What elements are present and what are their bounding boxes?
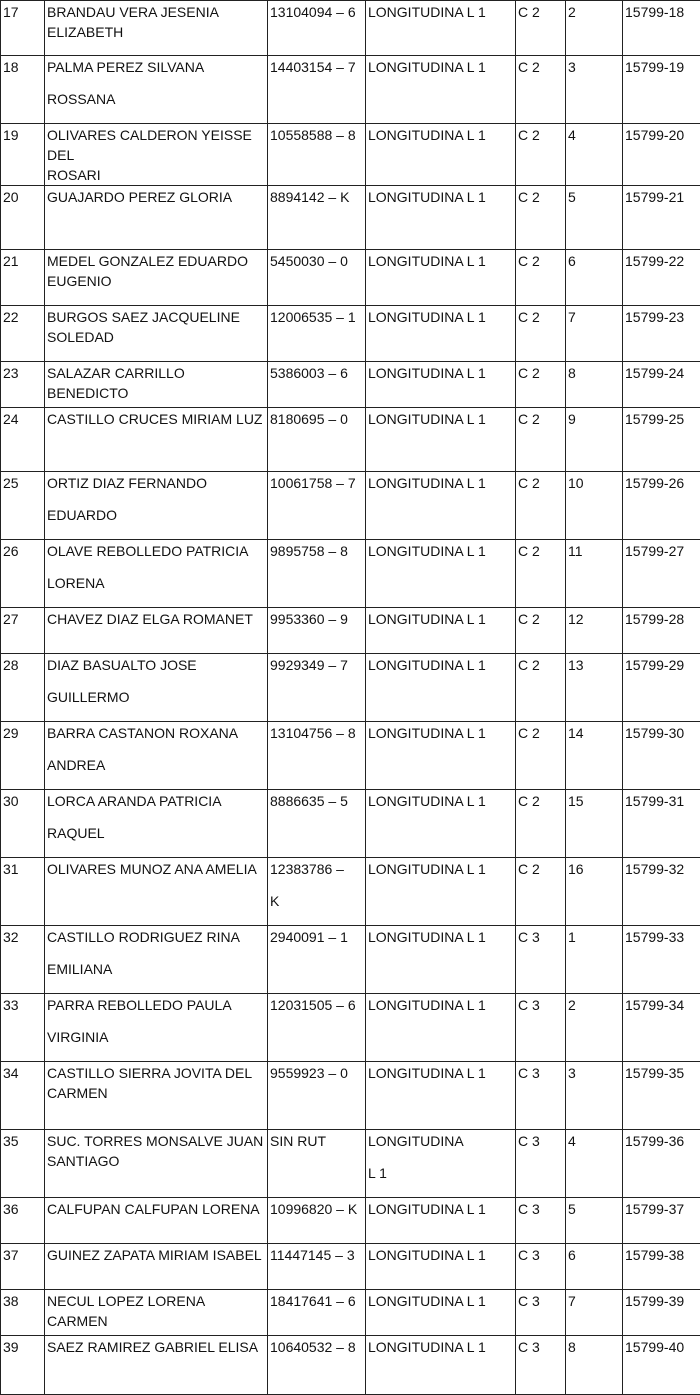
owner-name (45, 362, 268, 408)
property-type-line: LONGITUDINA L 1 (368, 995, 513, 1015)
owner-rut-line: 10558588 – 8 (270, 125, 363, 145)
owner-rut (268, 926, 366, 994)
property-type (366, 250, 516, 306)
order-number: 15 (566, 790, 623, 858)
table-row (1, 250, 700, 306)
record-code: 15799-33 (623, 926, 700, 994)
owner-name-line: VIRGINIA (47, 1027, 265, 1047)
owner-rut-line: 18417641 – 6 (270, 1291, 363, 1311)
row-number: 23 (1, 362, 45, 408)
table-row (1, 1130, 700, 1198)
property-type (366, 472, 516, 540)
record-code: 15799-32 (623, 858, 700, 926)
property-type (366, 608, 516, 654)
record-code: 15799-37 (623, 1198, 700, 1244)
owner-name (45, 654, 268, 722)
order-number: 11 (566, 540, 623, 608)
order-number: 3 (566, 1062, 623, 1130)
owner-rut-line: 10996820 – K (270, 1199, 363, 1219)
section: C 3 (516, 1198, 566, 1244)
row-number: 36 (1, 1198, 45, 1244)
owner-rut-line: 13104094 – 6 (270, 2, 363, 22)
owner-rut-line: 11447145 – 3 (270, 1245, 363, 1265)
owner-rut (268, 472, 366, 540)
owner-rut (268, 1336, 366, 1395)
owner-rut-line: 12383786 – (270, 859, 363, 879)
property-type (366, 994, 516, 1062)
owner-name-line: ROSARI (47, 165, 265, 185)
section: C 3 (516, 1336, 566, 1395)
section: C 2 (516, 186, 566, 250)
owner-name-line: BARRA CASTANON ROXANA (47, 723, 265, 743)
owner-name (45, 472, 268, 540)
owner-rut-line: 14403154 – 7 (270, 57, 363, 77)
owner-name-line: BRANDAU VERA JESENIA (47, 2, 265, 22)
row-number: 37 (1, 1244, 45, 1290)
owner-name (45, 408, 268, 472)
owner-name-line: GUAJARDO PEREZ GLORIA (47, 187, 265, 207)
order-number: 1 (566, 926, 623, 994)
section: C 3 (516, 1244, 566, 1290)
owner-rut (268, 306, 366, 362)
property-type (366, 186, 516, 250)
owner-name-line: RAQUEL (47, 823, 265, 843)
order-number: 6 (566, 250, 623, 306)
record-code: 15799-28 (623, 608, 700, 654)
section: C 3 (516, 1130, 566, 1198)
owner-rut (268, 408, 366, 472)
section: C 2 (516, 858, 566, 926)
order-number: 16 (566, 858, 623, 926)
property-type (366, 722, 516, 790)
owner-name-line: OLAVE REBOLLEDO PATRICIA (47, 541, 265, 561)
record-code: 15799-27 (623, 540, 700, 608)
table-row (1, 362, 700, 408)
owner-rut-line: 9895758 – 8 (270, 541, 363, 561)
row-number: 38 (1, 1290, 45, 1336)
owner-name-line: EDUARDO (47, 505, 265, 525)
property-type (366, 1, 516, 56)
owner-name-line: CASTILLO SIERRA JOVITA DEL (47, 1063, 265, 1083)
property-type (366, 654, 516, 722)
row-number: 27 (1, 608, 45, 654)
section: C 3 (516, 926, 566, 994)
row-number: 24 (1, 408, 45, 472)
property-type (366, 1062, 516, 1130)
record-code: 15799-26 (623, 472, 700, 540)
owner-rut-line: 8180695 – 0 (270, 409, 363, 429)
property-type-line: LONGITUDINA L 1 (368, 791, 513, 811)
table-row (1, 1336, 700, 1395)
owner-rut-line: 9929349 – 7 (270, 655, 363, 675)
owner-rut-line: 2940091 – 1 (270, 927, 363, 947)
table-row (1, 608, 700, 654)
owner-rut-line: SIN RUT (270, 1131, 363, 1151)
owner-name (45, 250, 268, 306)
owner-name-line: SALAZAR CARRILLO BENEDICTO (47, 363, 265, 403)
owner-name-line: PARRA REBOLLEDO PAULA (47, 995, 265, 1015)
owner-name-line: EUGENIO (47, 271, 265, 291)
property-type (366, 790, 516, 858)
owner-name-line: GUINEZ ZAPATA MIRIAM ISABEL (47, 1245, 265, 1265)
record-code: 15799-23 (623, 306, 700, 362)
section: C 2 (516, 790, 566, 858)
property-type-line: LONGITUDINA L 1 (368, 859, 513, 879)
order-number: 4 (566, 1130, 623, 1198)
order-number: 12 (566, 608, 623, 654)
property-type-line: LONGITUDINA L 1 (368, 723, 513, 743)
owner-name-line: LORCA ARANDA PATRICIA (47, 791, 265, 811)
owner-rut (268, 722, 366, 790)
table-row (1, 1244, 700, 1290)
table-row (1, 1198, 700, 1244)
owner-name-line: CALFUPAN CALFUPAN LORENA (47, 1199, 265, 1219)
owner-name (45, 608, 268, 654)
owner-rut-line: 12006535 – 1 (270, 307, 363, 327)
table-row (1, 1290, 700, 1336)
table-row (1, 408, 700, 472)
owner-rut-line: 8886635 – 5 (270, 791, 363, 811)
record-code: 15799-19 (623, 56, 700, 124)
section: C 2 (516, 408, 566, 472)
row-number: 33 (1, 994, 45, 1062)
owner-name-line: LORENA (47, 573, 265, 593)
section: C 2 (516, 540, 566, 608)
section: C 2 (516, 250, 566, 306)
owner-name-line: ANDREA (47, 755, 265, 775)
property-type (366, 362, 516, 408)
property-type (366, 306, 516, 362)
property-type-line: LONGITUDINA L 1 (368, 1199, 513, 1219)
owner-name-line: OLIVARES MUNOZ ANA AMELIA (47, 859, 265, 879)
section: C 2 (516, 56, 566, 124)
property-type-line: LONGITUDINA L 1 (368, 363, 513, 383)
table-body (1, 1, 700, 1395)
table-row (1, 790, 700, 858)
record-code: 15799-24 (623, 362, 700, 408)
owner-name (45, 926, 268, 994)
property-type (366, 1244, 516, 1290)
owner-name (45, 790, 268, 858)
record-code: 15799-30 (623, 722, 700, 790)
owner-rut (268, 362, 366, 408)
owner-name (45, 1130, 268, 1198)
owner-name (45, 1198, 268, 1244)
row-number: 30 (1, 790, 45, 858)
owner-rut (268, 608, 366, 654)
property-type (366, 408, 516, 472)
order-number: 13 (566, 654, 623, 722)
property-type-line: LONGITUDINA L 1 (368, 1291, 513, 1311)
property-type (366, 124, 516, 186)
owner-rut-line: 12031505 – 6 (270, 995, 363, 1015)
owner-name (45, 1, 268, 56)
property-type (366, 1336, 516, 1395)
owner-name (45, 124, 268, 186)
property-type-line: LONGITUDINA L 1 (368, 927, 513, 947)
owner-name-line: BURGOS SAEZ JACQUELINE (47, 307, 265, 327)
owner-rut (268, 124, 366, 186)
owner-name (45, 56, 268, 124)
property-type-line: LONGITUDINA L 1 (368, 1245, 513, 1265)
owner-name (45, 858, 268, 926)
owner-name (45, 540, 268, 608)
property-type (366, 1198, 516, 1244)
order-number: 3 (566, 56, 623, 124)
table-row (1, 994, 700, 1062)
record-code: 15799-38 (623, 1244, 700, 1290)
section: C 3 (516, 1290, 566, 1336)
record-code: 15799-34 (623, 994, 700, 1062)
property-type-line: LONGITUDINA L 1 (368, 307, 513, 327)
record-code: 15799-29 (623, 654, 700, 722)
row-number: 32 (1, 926, 45, 994)
owner-name (45, 1290, 268, 1336)
section: C 2 (516, 1, 566, 56)
order-number: 2 (566, 1, 623, 56)
section: C 3 (516, 1062, 566, 1130)
owner-rut (268, 540, 366, 608)
order-number: 6 (566, 1244, 623, 1290)
owner-name-line: OLIVARES CALDERON YEISSE DEL (47, 125, 265, 165)
owner-rut-line: 5450030 – 0 (270, 251, 363, 271)
order-number: 14 (566, 722, 623, 790)
property-type (366, 858, 516, 926)
property-type-line: LONGITUDINA L 1 (368, 409, 513, 429)
section: C 3 (516, 994, 566, 1062)
property-type-line: L 1 (368, 1163, 513, 1183)
owner-name (45, 994, 268, 1062)
table-row (1, 722, 700, 790)
owner-name-line: CHAVEZ DIAZ ELGA ROMANET (47, 609, 265, 629)
owner-name (45, 722, 268, 790)
owner-rut (268, 1198, 366, 1244)
owner-name-line: ROSSANA (47, 89, 265, 109)
section: C 2 (516, 654, 566, 722)
section: C 2 (516, 124, 566, 186)
property-type (366, 926, 516, 994)
table-row (1, 1, 700, 56)
owner-name-line: ORTIZ DIAZ FERNANDO (47, 473, 265, 493)
order-number: 5 (566, 1198, 623, 1244)
table-row (1, 56, 700, 124)
property-type-line: LONGITUDINA (368, 1131, 513, 1151)
record-code: 15799-20 (623, 124, 700, 186)
owner-rut-line: 5386003 – 6 (270, 363, 363, 383)
owner-name (45, 186, 268, 250)
owner-rut-line: 9953360 – 9 (270, 609, 363, 629)
owner-name (45, 306, 268, 362)
property-type-line: LONGITUDINA L 1 (368, 655, 513, 675)
row-number: 29 (1, 722, 45, 790)
table-row (1, 1062, 700, 1130)
record-code: 15799-31 (623, 790, 700, 858)
property-type-line: LONGITUDINA L 1 (368, 57, 513, 77)
owner-name-line: PALMA PEREZ SILVANA (47, 57, 265, 77)
owner-name (45, 1244, 268, 1290)
order-number: 5 (566, 186, 623, 250)
section: C 2 (516, 608, 566, 654)
row-number: 21 (1, 250, 45, 306)
owner-rut-line: 8894142 – K (270, 187, 363, 207)
table-row (1, 124, 700, 186)
owner-name-line: CASTILLO CRUCES MIRIAM LUZ (47, 409, 265, 429)
section: C 2 (516, 472, 566, 540)
table-row (1, 654, 700, 722)
owner-rut (268, 1062, 366, 1130)
order-number: 8 (566, 1336, 623, 1395)
order-number: 8 (566, 362, 623, 408)
record-code: 15799-25 (623, 408, 700, 472)
owner-rut (268, 1290, 366, 1336)
property-type-line: LONGITUDINA L 1 (368, 473, 513, 493)
owner-rut (268, 1244, 366, 1290)
row-number: 26 (1, 540, 45, 608)
property-type-line: LONGITUDINA L 1 (368, 187, 513, 207)
owner-rut (268, 994, 366, 1062)
owner-rut-line: 10061758 – 7 (270, 473, 363, 493)
row-number: 25 (1, 472, 45, 540)
owner-name-line: EMILIANA (47, 959, 265, 979)
section: C 2 (516, 306, 566, 362)
property-type-line: LONGITUDINA L 1 (368, 541, 513, 561)
owner-name-line: DIAZ BASUALTO JOSE (47, 655, 265, 675)
row-number: 31 (1, 858, 45, 926)
row-number: 34 (1, 1062, 45, 1130)
property-type-line: LONGITUDINA L 1 (368, 1337, 513, 1357)
order-number: 9 (566, 408, 623, 472)
row-number: 20 (1, 186, 45, 250)
owner-rut-line: 10640532 – 8 (270, 1337, 363, 1357)
property-type (366, 540, 516, 608)
property-type-line: LONGITUDINA L 1 (368, 2, 513, 22)
owner-name-line: CASTILLO RODRIGUEZ RINA (47, 927, 265, 947)
owner-name-line: SANTIAGO (47, 1151, 265, 1171)
table-row (1, 926, 700, 994)
owner-rut (268, 1, 366, 56)
record-code: 15799-40 (623, 1336, 700, 1395)
order-number: 10 (566, 472, 623, 540)
owner-name (45, 1336, 268, 1395)
table-row (1, 540, 700, 608)
owner-name-line: GUILLERMO (47, 687, 265, 707)
record-code: 15799-22 (623, 250, 700, 306)
row-number: 19 (1, 124, 45, 186)
owner-rut (268, 56, 366, 124)
owner-name-line: NECUL LOPEZ LORENA CARMEN (47, 1291, 265, 1331)
row-number: 28 (1, 654, 45, 722)
section: C 2 (516, 722, 566, 790)
row-number: 35 (1, 1130, 45, 1198)
table-row (1, 472, 700, 540)
property-type-line: LONGITUDINA L 1 (368, 251, 513, 271)
property-type-line: LONGITUDINA L 1 (368, 125, 513, 145)
row-number: 39 (1, 1336, 45, 1395)
owner-rut (268, 186, 366, 250)
record-code: 15799-36 (623, 1130, 700, 1198)
owner-rut-line: 13104756 – 8 (270, 723, 363, 743)
owner-rut-line: 9559923 – 0 (270, 1063, 363, 1083)
record-code: 15799-39 (623, 1290, 700, 1336)
owner-name-line: ELIZABETH (47, 22, 265, 42)
property-type (366, 1290, 516, 1336)
table-row (1, 306, 700, 362)
order-number: 4 (566, 124, 623, 186)
order-number: 7 (566, 306, 623, 362)
order-number: 7 (566, 1290, 623, 1336)
record-code: 15799-18 (623, 1, 700, 56)
owner-rut (268, 1130, 366, 1198)
owner-rut (268, 654, 366, 722)
owner-rut-line: K (270, 891, 363, 911)
owner-name-line: SUC. TORRES MONSALVE JUAN (47, 1131, 265, 1151)
owner-name-line: MEDEL GONZALEZ EDUARDO (47, 251, 265, 271)
owner-name (45, 1062, 268, 1130)
order-number: 2 (566, 994, 623, 1062)
property-type (366, 56, 516, 124)
owner-rut (268, 790, 366, 858)
property-type-line: LONGITUDINA L 1 (368, 609, 513, 629)
property-type (366, 1130, 516, 1198)
record-code: 15799-21 (623, 186, 700, 250)
owner-name-line: CARMEN (47, 1083, 265, 1103)
record-code: 15799-35 (623, 1062, 700, 1130)
owner-rut (268, 858, 366, 926)
row-number: 18 (1, 56, 45, 124)
row-number: 22 (1, 306, 45, 362)
owner-name-line: SOLEDAD (47, 327, 265, 347)
section: C 2 (516, 362, 566, 408)
row-number: 17 (1, 1, 45, 56)
owner-name-line: SAEZ RAMIREZ GABRIEL ELISA (47, 1337, 265, 1357)
table-row (1, 186, 700, 250)
owner-rut (268, 250, 366, 306)
property-type-line: LONGITUDINA L 1 (368, 1063, 513, 1083)
table-row (1, 858, 700, 926)
